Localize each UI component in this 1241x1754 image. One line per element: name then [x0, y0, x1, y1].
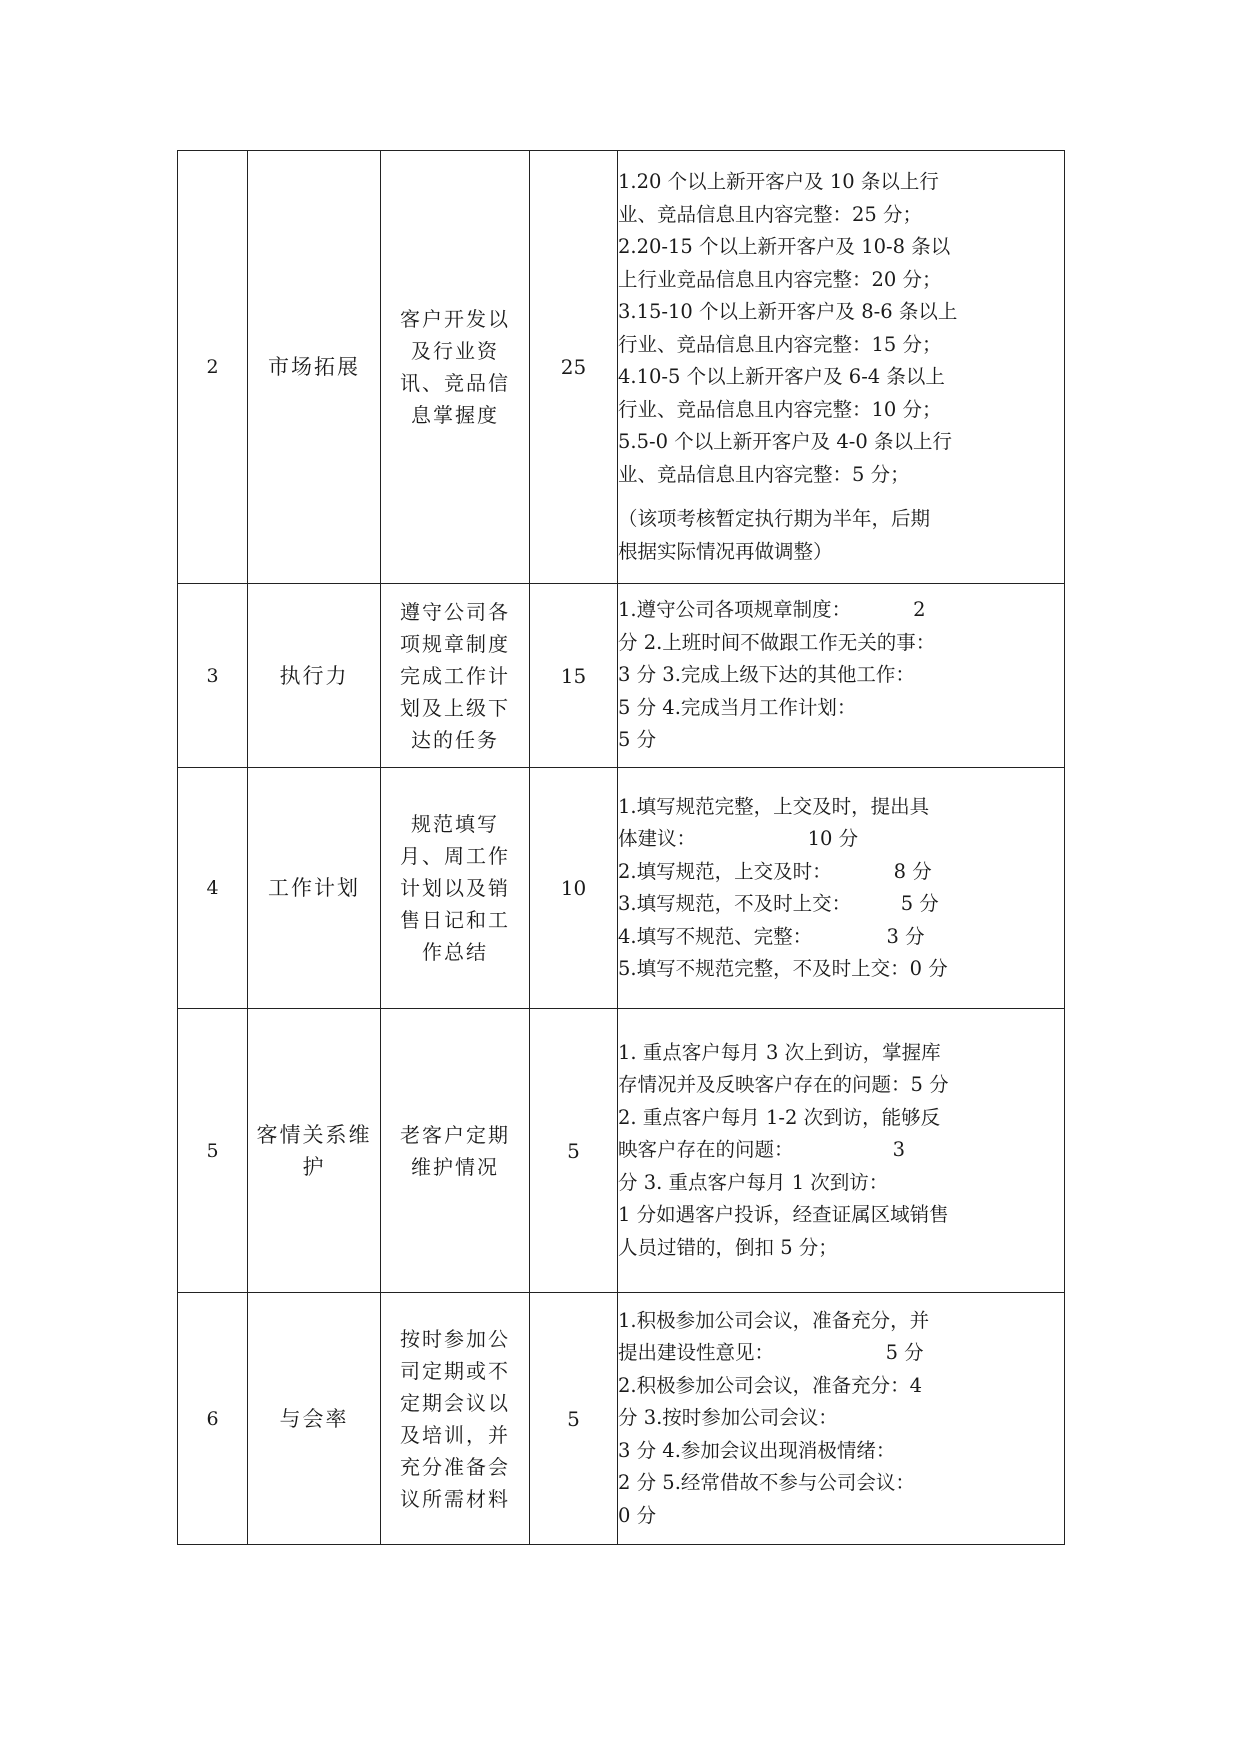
table-row [178, 768, 1065, 1009]
standard-line: 2.积极参加公司会议，准备充分：4 [618, 1373, 923, 1397]
standard-line: 0 分 [618, 1503, 657, 1527]
standard-line: 1.填写规范完整，上交及时，提出具 [618, 794, 930, 818]
score: 25 [530, 151, 618, 584]
table-row [178, 584, 1065, 768]
standard-line: 上行业竞品信息且内容完整：20 分； [618, 267, 942, 291]
content-text: 规范填写月、周工作计划以及销售日记和工作总结 [400, 812, 510, 964]
scoring-standard [618, 1293, 1065, 1545]
standard-line: 2.填写规范，上交及时： 8 分 [618, 859, 932, 883]
standard-line: 1 分如遇客户投诉，经查证属区域销售 [618, 1203, 949, 1227]
row-number: 3 [178, 584, 248, 768]
standard-line: 行业、竞品信息且内容完整：15 分； [618, 332, 942, 356]
assessment-item: 市场拓展 [248, 151, 381, 584]
assessment-item: 客情关系维护 [248, 1009, 381, 1293]
row-number: 5 [178, 1009, 248, 1293]
content-text: 老客户定期维护情况 [400, 1122, 510, 1179]
note-line: （该项考核暂定执行期为半年，后期 [618, 507, 931, 530]
assessment-content [381, 1293, 530, 1545]
assessment-item: 执行力 [248, 584, 381, 768]
row-number: 6 [178, 1293, 248, 1545]
standard-line: 4.10-5 个以上新开客户及 6-4 条以上 [618, 365, 945, 388]
scoring-standard [618, 768, 1065, 1009]
kpi-table [177, 150, 1065, 1545]
assessment-item: 与会率 [248, 1293, 381, 1545]
note-line: 根据实际情况再做调整） [618, 539, 833, 563]
assessment-content [381, 1009, 530, 1293]
standard-line: 提出建设性意见： 5 分 [618, 1341, 924, 1365]
standard-line: 3.15-10 个以上新开客户及 8-6 条以上 [618, 300, 958, 323]
row-number: 2 [178, 151, 248, 584]
standard-line: 5 分 [618, 728, 657, 752]
standard-line: 1.遵守公司各项规章制度： 2 [618, 598, 926, 622]
table-row [178, 1293, 1065, 1545]
standard-line: 行业、竞品信息且内容完整：10 分； [618, 397, 942, 421]
standard-line: 3 分 3.完成上级下达的其他工作： [618, 663, 915, 687]
standard-line: 分 3.按时参加公司会议： [618, 1406, 838, 1430]
scoring-standard [618, 151, 1065, 584]
standard-line: 5.5-0 个以上新开客户及 4-0 条以上行 [618, 430, 953, 453]
score: 10 [530, 768, 618, 1009]
scoring-standard [618, 1009, 1065, 1293]
score: 5 [530, 1009, 618, 1293]
standard-line: 1.积极参加公司会议，准备充分，并 [618, 1308, 930, 1332]
assessment-content [381, 584, 530, 768]
standard-line: 5 分 4.完成当月工作计划： [618, 695, 857, 719]
table-row [178, 151, 1065, 584]
standard-line: 3.填写规范，不及时上交： 5 分 [618, 892, 939, 915]
standard-line: 业、竞品信息且内容完整：25 分； [618, 202, 923, 226]
standard-line: 2.20-15 个以上新开客户及 10-8 条以 [618, 235, 951, 258]
standard-line: 业、竞品信息且内容完整：5 分； [618, 462, 910, 486]
score: 15 [530, 584, 618, 768]
standard-line: 1. 重点客户每月 3 次上到访，掌握库 [618, 1040, 941, 1064]
assessment-content [381, 768, 530, 1009]
assessment-item: 工作计划 [248, 768, 381, 1009]
standard-line: 映客户存在的问题： 3 [618, 1138, 906, 1162]
score: 5 [530, 1293, 618, 1545]
standard-line: 3 分 4.参加会议出现消极情绪： [618, 1438, 896, 1462]
standard-line: 2 分 5.经常借故不参与公司会议： [618, 1471, 915, 1495]
standard-line: 1.20 个以上新开客户及 10 条以上行 [618, 170, 939, 193]
row-number: 4 [178, 768, 248, 1009]
standard-line: 体建议： 10 分 [618, 827, 859, 850]
standard-line: 存情况并及反映客户存在的问题：5 分 [618, 1073, 949, 1097]
assessment-content [381, 151, 530, 584]
content-text: 按时参加公司定期或不定期会议以及培训，并充分准备会议所需材料 [400, 1326, 510, 1511]
standard-line: 4.填写不规范、完整： 3 分 [618, 924, 925, 948]
scoring-standard [618, 584, 1065, 768]
standard-line: 2. 重点客户每月 1-2 次到访，能够反 [618, 1105, 941, 1129]
standard-line: 人员过错的，倒扣 5 分； [618, 1235, 838, 1259]
table-row [178, 1009, 1065, 1293]
content-text: 遵守公司各项规章制度完成工作计划及上级下达的任务 [400, 599, 510, 752]
standard-line: 5.填写不规范完整，不及时上交：0 分 [618, 957, 948, 980]
standard-line: 分 2.上班时间不做跟工作无关的事： [618, 630, 936, 654]
standard-line: 分 3. 重点客户每月 1 次到访： [618, 1170, 889, 1194]
content-text: 客户开发以及行业资讯、竞品信息掌握度 [400, 307, 510, 427]
